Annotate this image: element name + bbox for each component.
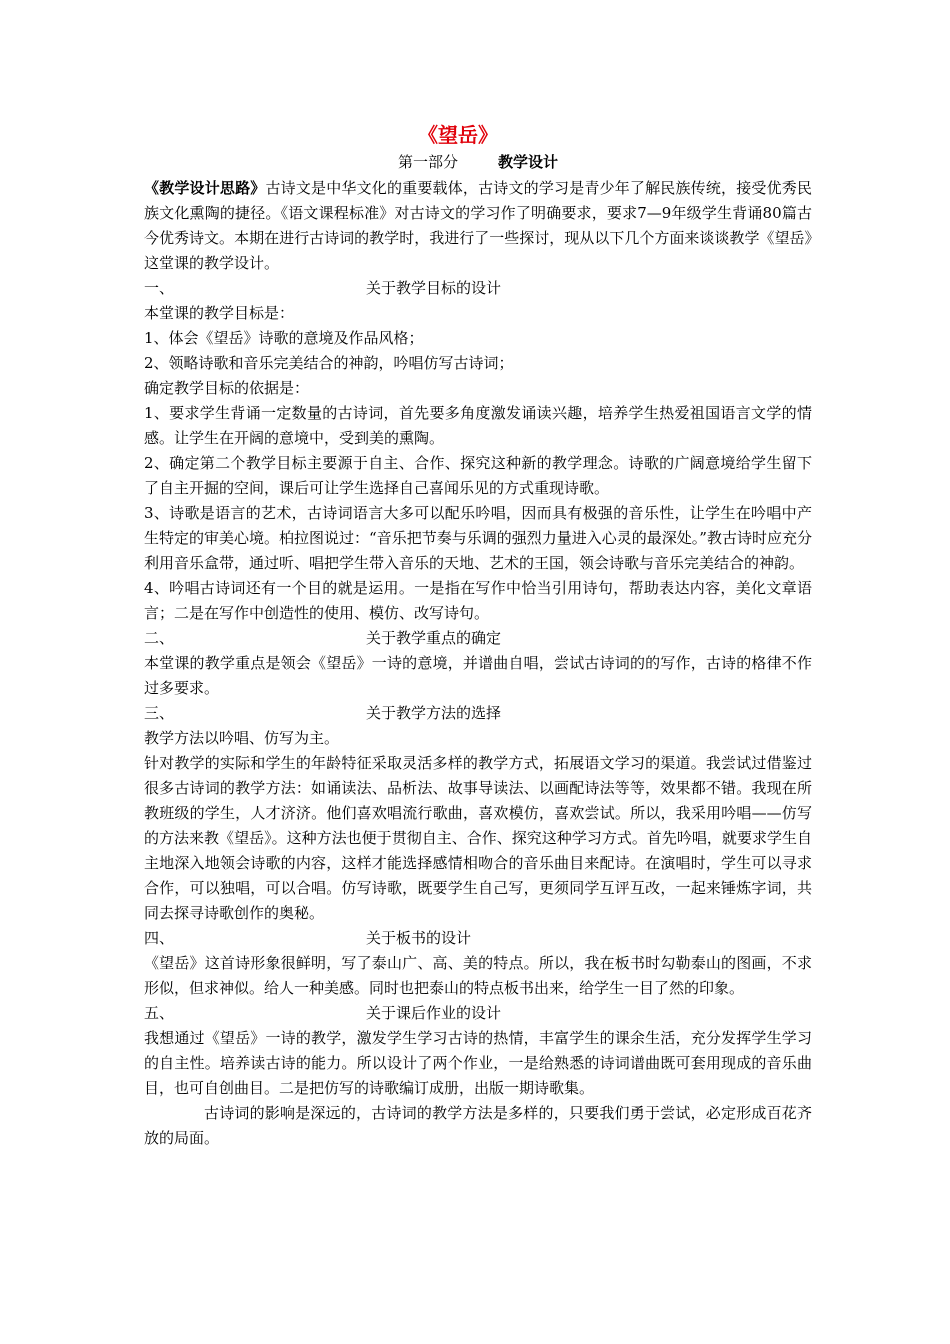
document-title: 《望岳》	[418, 123, 498, 147]
section-title: 关于教学目标的设计	[366, 279, 502, 297]
section-number: 五、	[144, 1004, 175, 1022]
section-heading	[144, 926, 812, 951]
section-heading	[144, 626, 812, 651]
section-number: 一、	[144, 279, 175, 297]
paragraph: 本堂课的教学目标是：	[144, 304, 295, 322]
section-title: 关于课后作业的设计	[366, 1004, 502, 1022]
section-heading	[144, 276, 812, 301]
closing-paragraph: 古诗词的影响是深远的，古诗词的教学方法是多样的，只要我们勇于尝试，必定形成百花齐放的局面。	[144, 1104, 812, 1147]
section-heading	[144, 1001, 812, 1026]
paragraph: 针对教学的实际和学生的年龄特征采取灵活多样的教学方式，拓展语文学习的渠道。我尝试过借鉴过很多古诗词的教学方法：如诵读法、品析法、故事导读法、以画配诗法等等，效果都不错。我现在所教班级的学生，人才济济。他们喜欢唱流行歌曲，喜欢模仿，喜欢尝试。所以，我采用吟唱——仿写的方法来教《望岳》。这种方法也便于贯彻自主、合作、探究这种学习方式。首先吟唱，就要求学生自主地深入地领会诗歌的内容，这样才能选择感情相吻合的音乐曲目来配诗。在演唱时，学生可以寻求合作，可以独唱，可以合唱。仿写诗歌，既要学生自己写，更须同学互评互改，一起来锤炼字词，共同去探寻诗歌创作的奥秘。	[144, 754, 812, 922]
paragraph: 2、确定第二个教学目标主要源于自主、合作、探究这种新的教学理念。诗歌的广阔意境给学生留下了自主开掘的空间，课后可让学生选择自己喜闻乐见的方式重现诗歌。	[144, 454, 812, 497]
subtitle-name: 教学设计	[498, 153, 559, 171]
intro-lead: 《教学设计思路》	[144, 179, 266, 197]
paragraph: 确定教学目标的依据是：	[144, 379, 310, 397]
section-number: 三、	[144, 704, 175, 722]
section-number: 二、	[144, 629, 175, 647]
paragraph: 3、诗歌是语言的艺术，古诗词语言大多可以配乐吟唱，因而具有极强的音乐性，让学生在吟唱中产生特定的审美心境。柏拉图说过：“音乐把节奏与乐调的强烈力量进入心灵的最深处。”教古诗时应充分利用音乐盒带，通过听、唱把学生带入音乐的天地、艺术的王国，领会诗歌与音乐完美结合的神韵。	[144, 504, 812, 572]
paragraph: 《望岳》这首诗形象很鲜明，写了泰山广、高、美的特点。所以，我在板书时勾勒泰山的图画，不求形似，但求神似。给人一种美感。同时也把泰山的特点板书出来，给学生一目了然的印象。	[144, 954, 812, 997]
section-title: 关于教学方法的选择	[366, 704, 502, 722]
document-subtitle	[144, 150, 812, 174]
section-title: 关于板书的设计	[366, 929, 472, 947]
paragraph: 本堂课的教学重点是领会《望岳》一诗的意境，并谱曲自唱，尝试古诗词的的写作，古诗的格律不作过多要求。	[144, 654, 812, 697]
paragraph: 2、领略诗歌和音乐完美结合的神韵，吟唱仿写古诗词；	[144, 354, 514, 372]
paragraph: 教学方法以吟唱、仿写为主。	[144, 729, 340, 747]
intro-text: 古诗文是中华文化的重要载体，古诗文的学习是青少年了解民族传统，接受优秀民族文化熏陶的捷径。《语文课程标准》对古诗文的学习作了明确要求，要求7—9年级学生背诵80篇古今优秀诗文。本期在进行古诗词的教学时，我进行了一些探讨，现从以下几个方面来谈谈教学《望岳》这堂课的教学设计。	[144, 179, 812, 272]
subtitle-part: 第一部分	[397, 153, 458, 171]
section-number: 四、	[144, 929, 175, 947]
paragraph: 4、吟唱古诗词还有一个目的就是运用。一是指在写作中恰当引用诗句，帮助表达内容，美化文章语言；二是在写作中创造性的使用、模仿、改写诗句。	[144, 579, 812, 622]
document-body	[144, 120, 812, 1151]
intro-paragraph	[144, 176, 812, 276]
section-title: 关于教学重点的确定	[366, 629, 502, 647]
section-heading	[144, 701, 812, 726]
paragraph: 1、要求学生背诵一定数量的古诗词，首先要多角度激发诵读兴趣，培养学生热爱祖国语言文学的情感。让学生在开阔的意境中，受到美的熏陶。	[144, 404, 812, 447]
paragraph: 我想通过《望岳》一诗的教学，激发学生学习古诗的热情，丰富学生的课余生活，充分发挥学生学习的自主性。培养读古诗的能力。所以设计了两个作业，一是给熟悉的诗词谱曲既可套用现成的音乐曲目，也可自创曲目。二是把仿写的诗歌编订成册，出版一期诗歌集。	[144, 1029, 812, 1097]
paragraph: 1、体会《望岳》诗歌的意境及作品风格；	[144, 329, 424, 347]
